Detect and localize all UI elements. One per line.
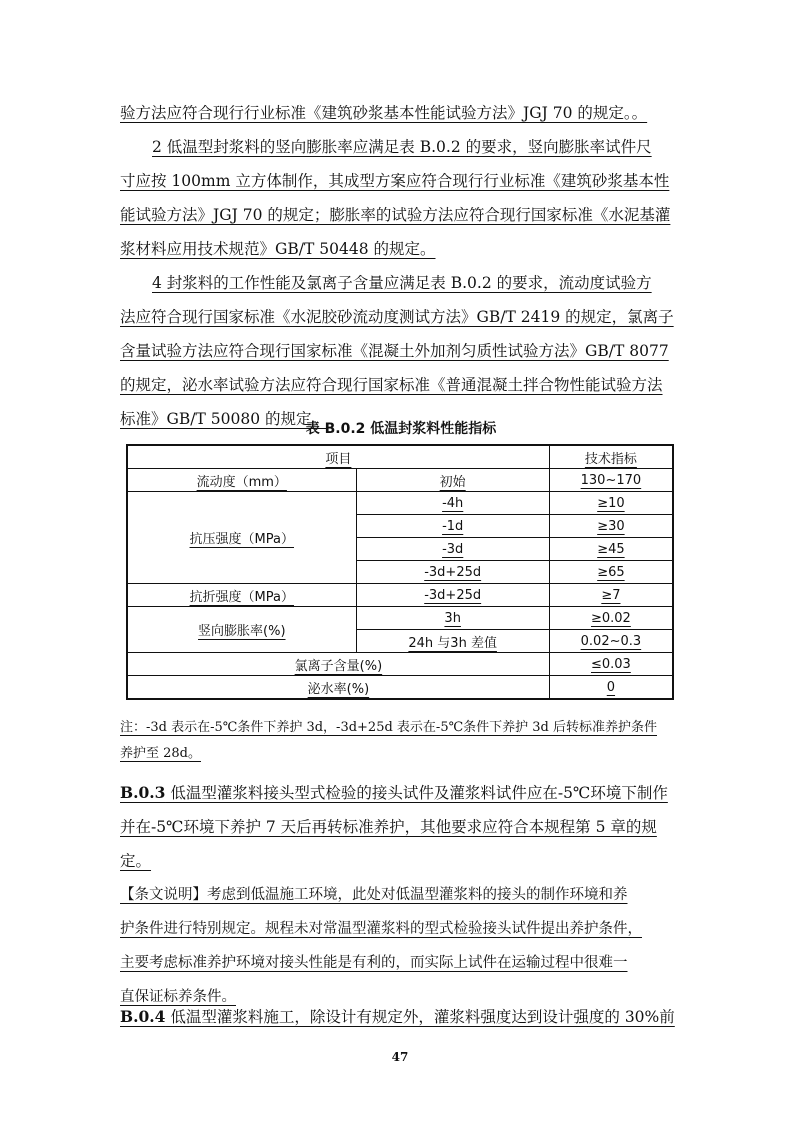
text-line: 能试验方法》JGJ 70 的规定；膨胀率的试验方法应符合现行国家标准《水泥基灌 xyxy=(120,206,671,224)
text-line: 浆材料应用技术规范》GB/T 50448 的规定。 xyxy=(120,240,436,258)
page-number: 47 xyxy=(391,1050,409,1064)
text-line: 2 低温型封浆料的竖向膨胀率应满足表 B.0.2 的要求，竖向膨胀率试件尺 xyxy=(152,138,652,156)
note-line: 注：-3d 表示在-5℃条件下养护 3d，-3d+25d 表示在-5℃条件下养护 3d 后转标准养护条件 xyxy=(120,720,657,735)
text-line: 并在-5℃环境下养护 7 天后再转标准养护，其他要求应符合本规程第 5 章的规 xyxy=(120,818,657,836)
text-line: 4 封浆料的工作性能及氯离子含量应满足表 B.0.2 的要求，流动度试验方 xyxy=(152,274,652,292)
table-row xyxy=(127,607,673,630)
table-header-row xyxy=(127,445,673,469)
row-label: 泌水率(%) xyxy=(127,676,549,700)
row-label: 氯离子含量(%) xyxy=(127,653,549,676)
text-line: 标准》GB/T 50080 的规定。 xyxy=(120,410,327,428)
row-condition: 24h 与3h 差值 xyxy=(356,630,549,653)
row-condition: -3d xyxy=(356,538,549,561)
row-label: 流动度（mm） xyxy=(127,469,356,492)
row-label: 竖向膨胀率(%) xyxy=(127,607,356,653)
note-line: 养护至 28d。 xyxy=(120,746,201,761)
text-line: 的规定，泌水率试验方法应符合现行国家标准《普通混凝土拌合物性能试验方法 xyxy=(120,376,663,394)
row-condition: -3d+25d xyxy=(356,584,549,607)
text-line xyxy=(120,1000,682,1034)
text-line: 直保证标养条件。 xyxy=(120,989,236,1005)
table-caption: 表 B.0.2 低温封浆料性能指标 xyxy=(305,421,497,437)
clause-text: 低温型灌浆料接头型式检验的接头试件及灌浆料试件应在-5℃环境下制作 xyxy=(165,784,668,802)
row-value: ≥10 xyxy=(549,492,673,515)
header-item: 项目 xyxy=(127,445,549,469)
text-line: 【条文说明】考虑到低温施工环境，此处对低温型灌浆料的接头的制作环境和养 xyxy=(120,887,628,903)
row-value: ≥7 xyxy=(549,584,673,607)
clause-code: B.0.3 xyxy=(120,783,166,802)
table-row xyxy=(127,653,673,676)
text-line: 法应符合现行国家标准《水泥胶砂流动度测试方法》GB/T 2419 的规定，氯离子 xyxy=(120,308,674,326)
table-row xyxy=(127,492,673,515)
text-line: 验方法应符合现行行业标准《建筑砂浆基本性能试验方法》JGJ 70 的规定。。 xyxy=(120,104,648,122)
clause-explanation xyxy=(120,878,682,1014)
paragraph-continuation xyxy=(120,96,682,130)
clause-b04 xyxy=(120,1000,682,1034)
text-line: 定。 xyxy=(120,852,152,870)
paragraph-expansion-rate xyxy=(120,130,682,266)
row-condition: 初始 xyxy=(356,469,549,492)
row-value: ≤0.03 xyxy=(549,653,673,676)
text-line xyxy=(120,776,682,810)
row-condition: 3h xyxy=(356,607,549,630)
text-line: 含量试验方法应符合现行国家标准《混凝土外加剂匀质性试验方法》GB/T 8077 xyxy=(120,342,669,360)
row-value: ≥45 xyxy=(549,538,673,561)
row-value: 130~170 xyxy=(549,469,673,492)
table-row xyxy=(127,469,673,492)
clause-code: B.0.4 xyxy=(120,1007,166,1026)
row-condition: -1d xyxy=(356,515,549,538)
clause-text: 低温型灌浆料施工，除设计有规定外，灌浆料强度达到设计强度的 30%前 xyxy=(165,1008,675,1026)
row-label: 抗折强度（MPa） xyxy=(127,584,356,607)
row-value: ≥0.02 xyxy=(549,607,673,630)
row-value: ≥65 xyxy=(549,561,673,584)
table-row xyxy=(127,584,673,607)
text-line: 主要考虑标准养护环境对接头性能是有利的，而实际上试件在运输过程中很难一 xyxy=(120,955,628,971)
row-value: 0.02~0.3 xyxy=(549,630,673,653)
row-value: 0 xyxy=(549,676,673,700)
table-note xyxy=(120,715,682,767)
row-condition: -3d+25d xyxy=(356,561,549,584)
text-line: 寸应按 100mm 立方体制作，其成型方案应符合现行行业标准《建筑砂浆基本性 xyxy=(120,172,670,190)
row-label: 抗压强度（MPa） xyxy=(127,492,356,584)
clause-b03 xyxy=(120,776,682,878)
table-row xyxy=(127,676,673,700)
row-condition: -4h xyxy=(356,492,549,515)
header-spec: 技术指标 xyxy=(549,445,673,469)
text-line: 护条件进行特别规定。规程未对常温型灌浆料的型式检验接头试件提出养护条件， xyxy=(120,921,642,937)
row-value: ≥30 xyxy=(549,515,673,538)
performance-table xyxy=(126,444,674,700)
paragraph-work-performance xyxy=(120,266,682,436)
